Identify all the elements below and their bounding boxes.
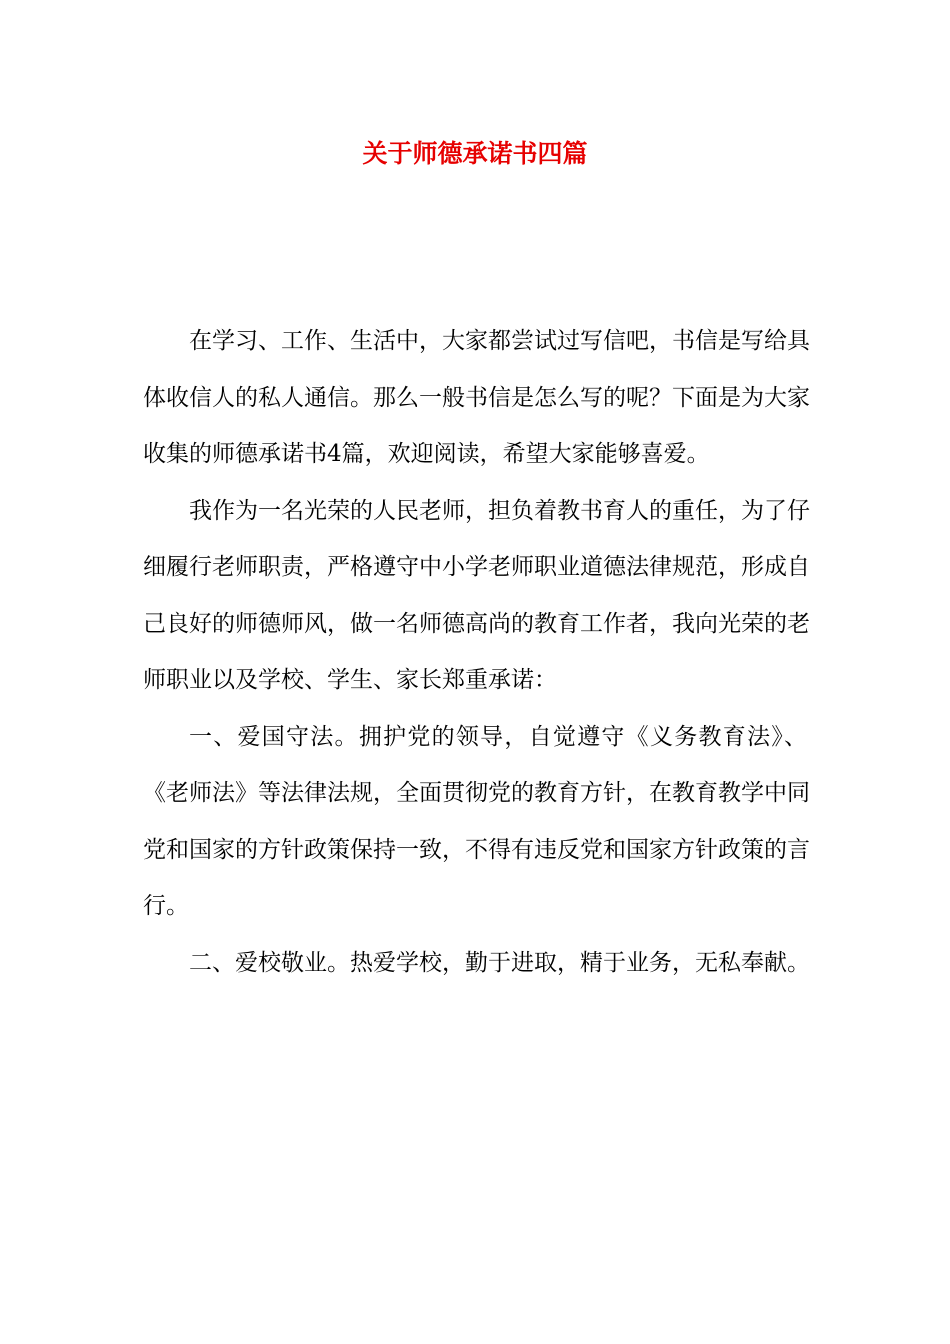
paragraph-item-one: [143, 709, 810, 935]
text-line: 师职业以及学校、学生、家长郑重承诺：: [143, 667, 557, 693]
text-line: 《老师法》等法律法规，全面贯彻党的教育方针，在教育教学中同: [143, 780, 810, 806]
text-line: 己良好的师德师风，做一名师德高尚的教育工作者，我向光荣的老: [143, 610, 810, 637]
text-line: 党和国家的方针政策保持一致，不得有违反党和国家方针政策的言: [143, 836, 810, 863]
text-line: 我作为一名光荣的人民老师，担负着教书育人的重任，为了仔: [189, 497, 810, 524]
text-line: 在学习、工作、生活中，大家都尝试过写信吧，书信是写给具: [189, 328, 810, 354]
paragraph-commitment: [143, 483, 810, 709]
text-line: 行。: [143, 893, 189, 919]
text-line: 细履行老师职责，严格遵守中小学老师职业道德法律规范，形成自: [143, 554, 810, 580]
text-line: 体收信人的私人通信。那么一般书信是怎么写的呢？下面是为大家: [143, 384, 810, 411]
paragraph-item-two: [143, 935, 810, 992]
text-line: 二、爱校敬业。热爱学校，勤于进取，精于业务，无私奉献。: [189, 949, 810, 976]
document-title: 关于师德承诺书四篇: [362, 139, 588, 168]
text-line: 收集的师德承诺书4篇，欢迎阅读，希望大家能够喜爱。: [143, 441, 710, 467]
text-line: 一、爱国守法。拥护党的领导，自觉遵守《义务教育法》、: [189, 723, 807, 750]
document-body: [143, 313, 810, 991]
paragraph-intro: [143, 313, 810, 483]
